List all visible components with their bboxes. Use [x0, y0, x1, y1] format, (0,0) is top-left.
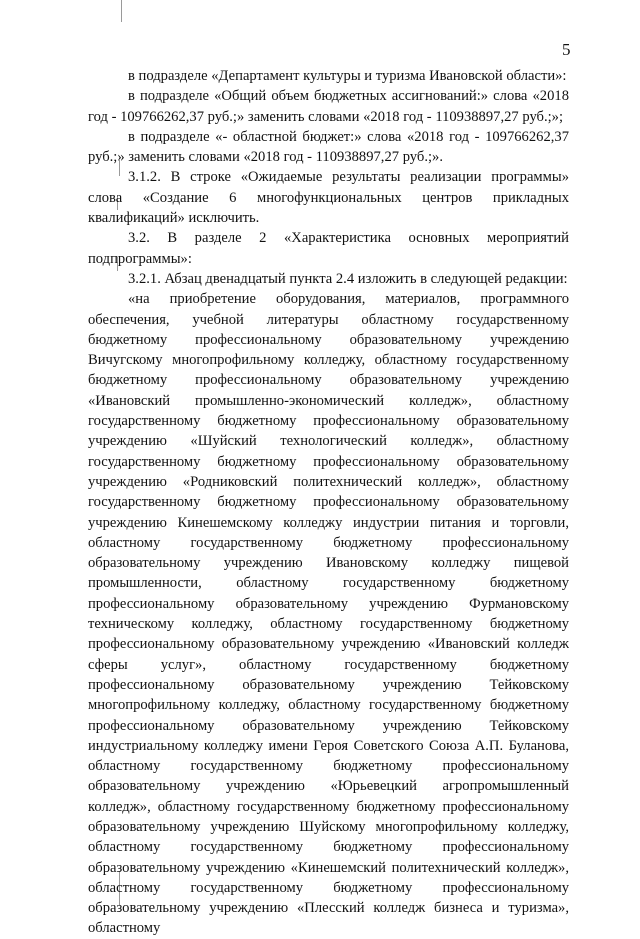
paragraph-total-budget: в подразделе «Общий объем бюджетных ассигнований:» слова «2018 год - 109766262,37 руб.;» заменить словами «2018 год - 110938897,27 руб.;»;: [88, 88, 569, 125]
page-number: 5: [562, 40, 571, 59]
paragraph-3-2: 3.2. В разделе 2 «Характеристика основных мероприятий подпрограммы»:: [88, 230, 569, 267]
document-body: [88, 66, 569, 939]
paragraph-new-wording: «на приобретение оборудования, материалов, программного обеспечения, учебной литературы областному государственному бюджетному профессиональному образовательному учреждению Вичугскому многопрофильному колледжу, областному государственному бюджетному профессиональному образовательному учреждению «Ивановский промышленно-экономический колледж», областному государственному бюджетному профессиональному образовательному учреждению «Шуйский технологический колледж», областному государственному бюджетному профессиональному образовательному учреждению «Родниковский политехнический колледж», областному государственному бюджетному профессиональному образовательному учреждению Кинешемскому колледжу индустрии питания и торговли, областному государственному бюджетному профессиональному образовательному учреждению Ивановскому колледжу пищевой промышленности, областному государственному бюджетному профессиональному образовательному учреждению Фурмановскому техническому колледжу, областному государственному бюджетному профессиональному образовательному учреждению «Ивановский колледж сферы услуг», областному государственному бюджетному профессиональному образовательному учреждению Тейковскому многопрофильному колледжу, областному государственному бюджетному профессиональному образовательному учреждению Тейковскому индустриальному колледжу имени Героя Советского Союза А.П. Буланова, областному государственному бюджетному профессиональному образовательному учреждению «Юрьевецкий агропромышленный колледж», областному государственному бюджетному профессиональному образовательному учреждению Шуйскому многопрофильному колледжу, областному государственному бюджетному профессиональному образовательному учреждению «Кинешемский политехнический колледж», областному государственному бюджетному профессиональному образовательному учреждению «Плесский колледж бизнеса и туризма», областному: [88, 291, 569, 937]
paragraph-3-2-1: 3.2.1. Абзац двенадцатый пункта 2.4 изложить в следующей редакции:: [128, 270, 568, 287]
paragraph-culture-department: в подразделе «Департамент культуры и туризма Ивановской области»:: [128, 68, 567, 84]
paragraph-regional-budget: в подразделе «- областной бюджет:» слова «2018 год - 109766262,37 руб.;» заменить словами «2018 год - 110938897,27 руб.;».: [88, 128, 569, 166]
paragraph-3-1-2: 3.1.2. В строке «Ожидаемые результаты реализации программы» слова «Создание 6 многофункциональных центров прикладных квалификаций» исключить.: [88, 169, 569, 227]
scan-artifact-line: [121, 0, 122, 22]
